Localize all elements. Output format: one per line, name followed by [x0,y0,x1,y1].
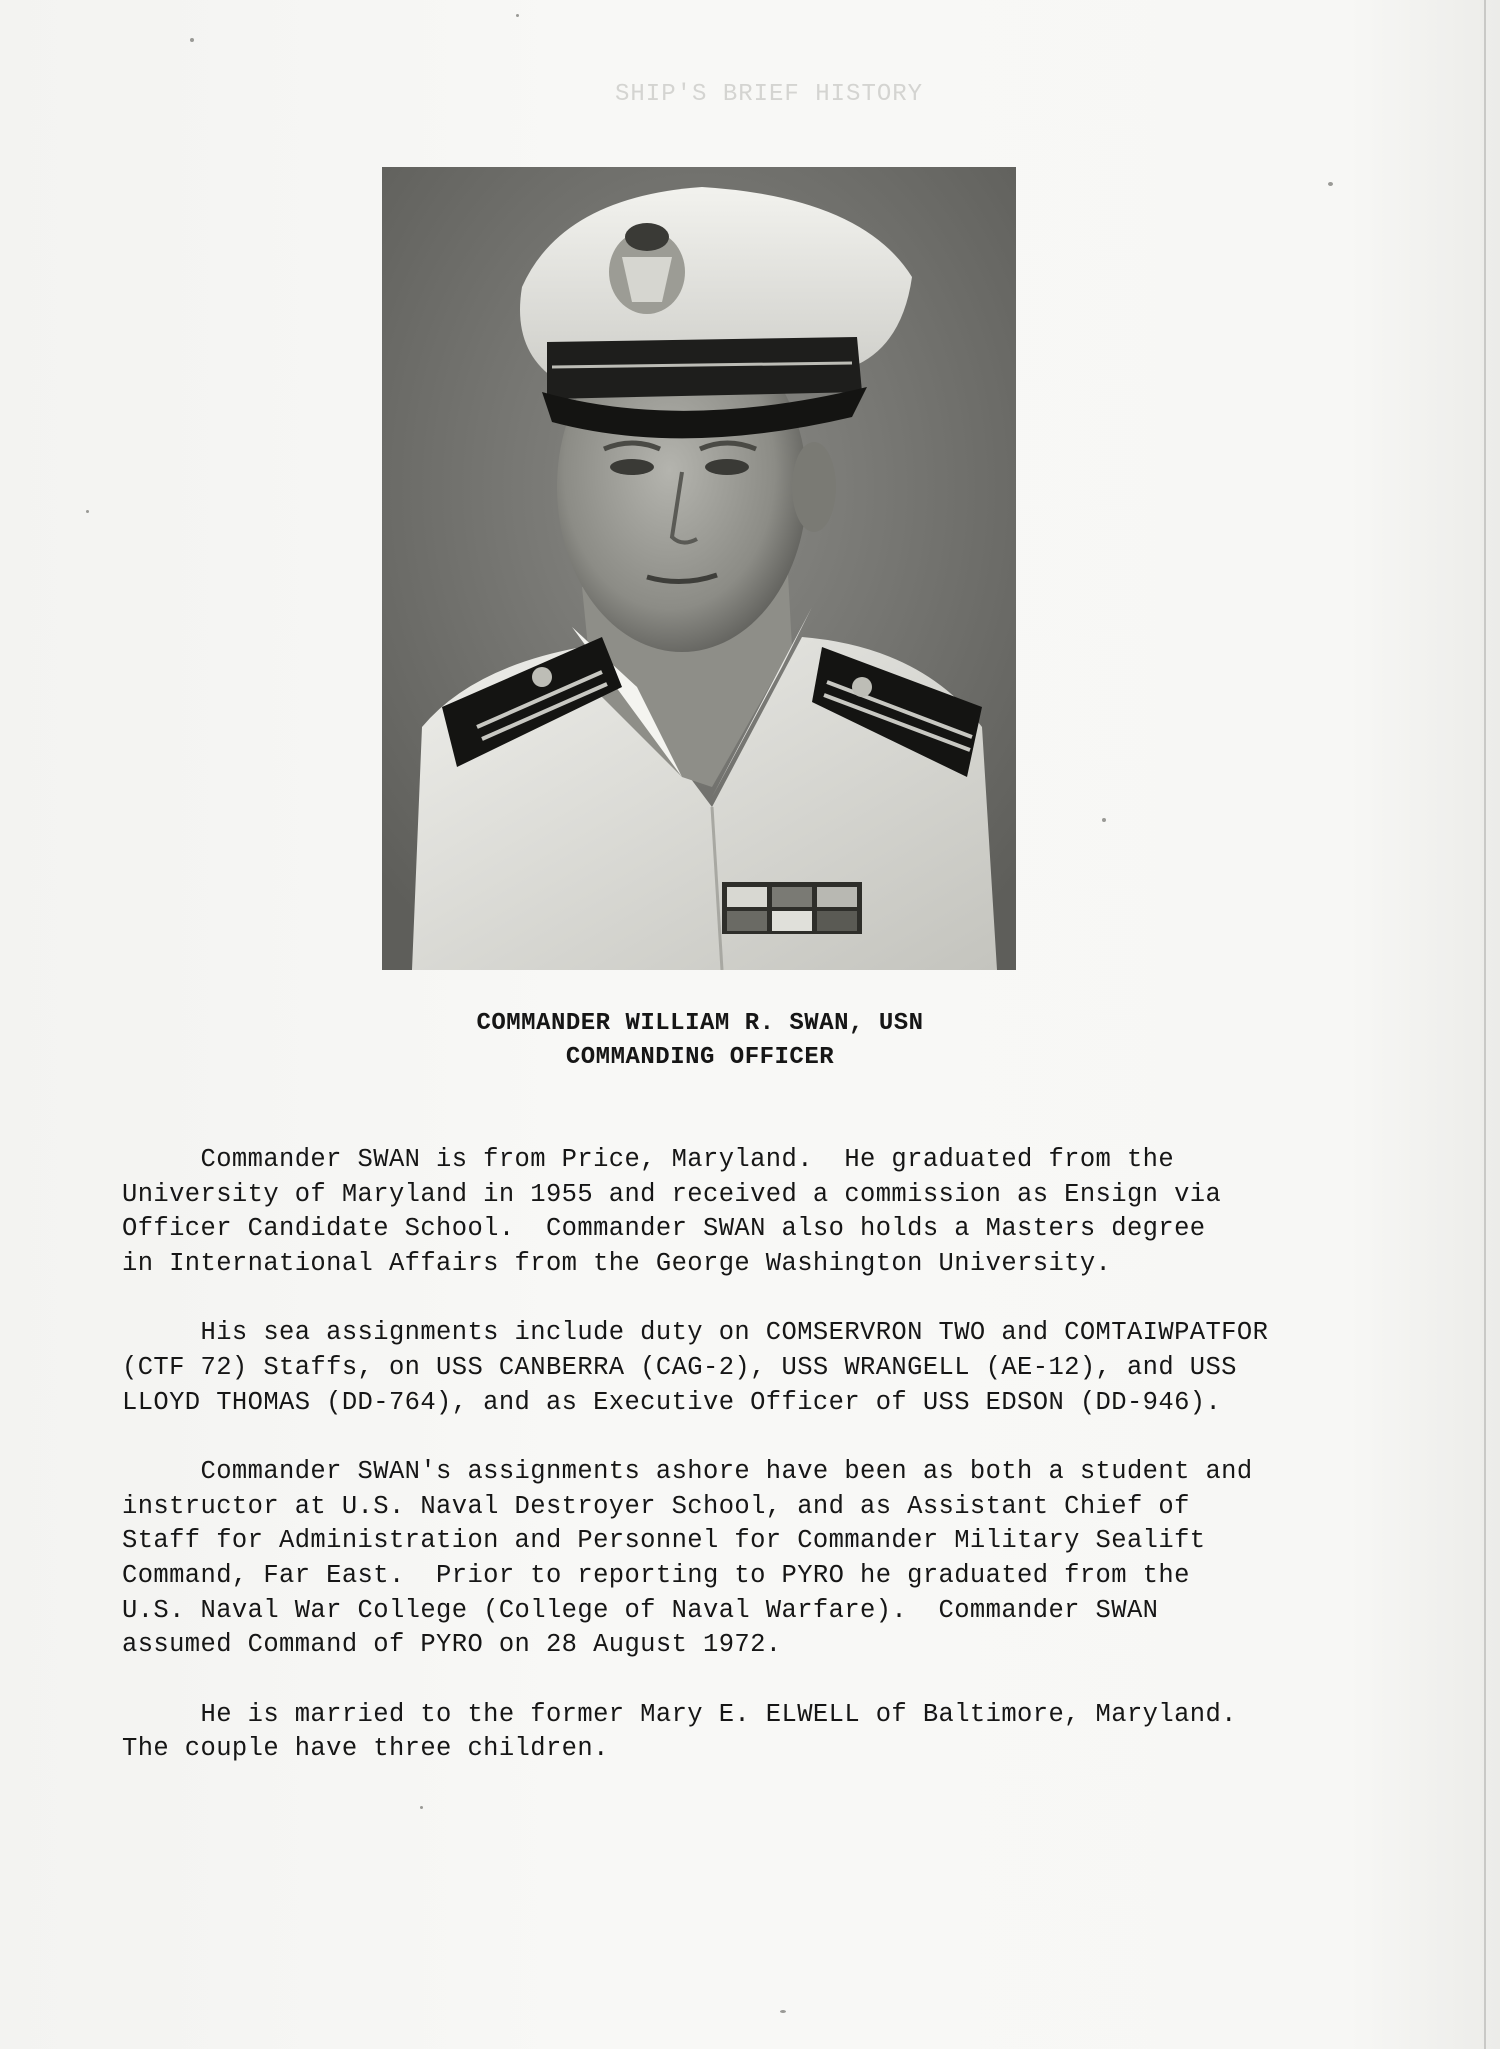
paragraph-sea-assignments: His sea assignments include duty on COMSERVRON TWO and COMTAIWPATFOR (CTF 72) Staffs, on USS CANBERRA (CAG-2), USS WRANGELL (AE-12), and USS LLOYD THOMAS (DD-764), and as Executive Officer of USS EDSON (DD-946). [122,1318,1269,1417]
caption-title: COMMANDING OFFICER [565,1044,835,1071]
paragraph-family: He is married to the former Mary E. ELWELL of Baltimore, Maryland. The couple have three children. [122,1699,1237,1764]
scan-speck [1328,182,1333,186]
caption-name: COMMANDER WILLIAM R. SWAN, USN [476,1010,924,1037]
scan-speck [516,14,519,17]
scan-speck [190,38,194,42]
photo-caption [0,1007,1400,1075]
page-edge [1484,0,1486,2049]
scan-speck [86,510,89,513]
paragraph-origin-education: Commander SWAN is from Price, Maryland. He graduated from the University of Maryland in 1955 and received a commission as Ensign via Officer Candidate School. Commander SWAN also holds a Masters degree in International Affairs from the George Washington University. [122,1145,1222,1278]
bleed-through-title: SHIP'S BRIEF HISTORY [615,81,924,108]
portrait-photo [382,167,1016,970]
biography-text [122,1143,1382,1802]
scan-speck [420,1806,423,1809]
paragraph-shore-assignments: Commander SWAN's assignments ashore have been as both a student and instructor at U.S. Naval Destroyer School, and as Assistant Chief of Staff for Administration and Personnel for Commander Military Sealift Command, Far East. Prior to reporting to PYRO he graduated from the U.S. Naval War College (College of Naval Warfare). Commander SWAN assumed Command of PYRO on 28 August 1972. [122,1457,1253,1660]
scan-speck [780,2010,786,2013]
officer-portrait-image [382,167,1016,970]
scan-speck [1102,818,1106,822]
